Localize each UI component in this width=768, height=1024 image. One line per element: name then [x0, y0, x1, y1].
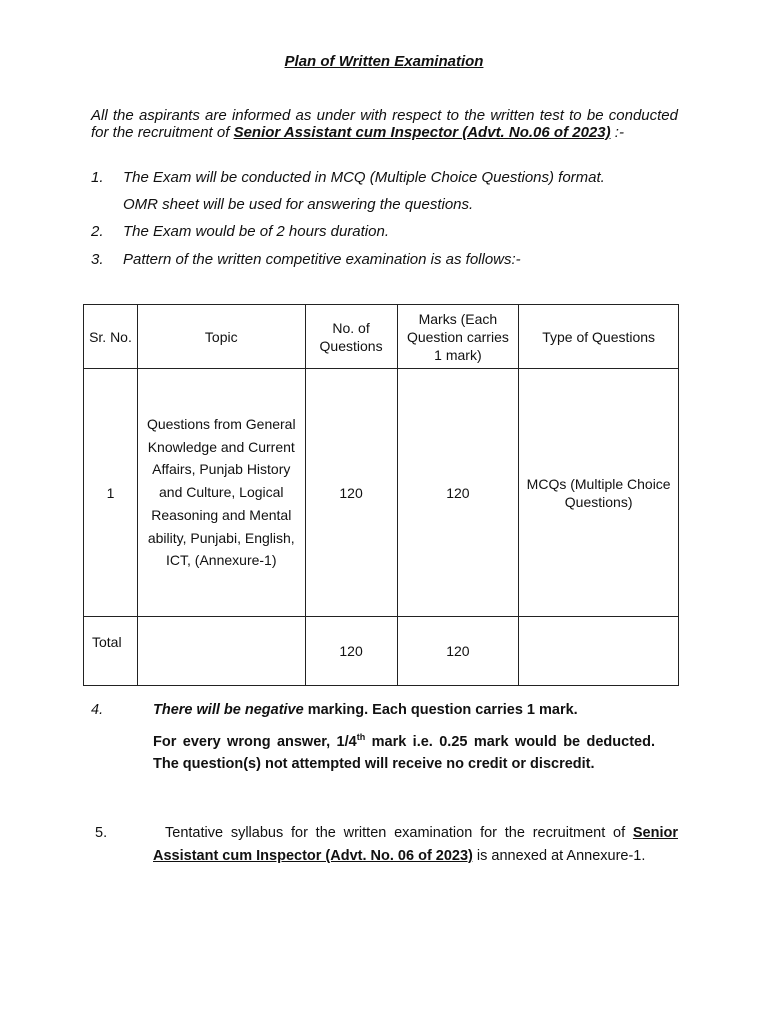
- negative-marking-detail: [153, 731, 655, 775]
- cell-marks: 120: [397, 369, 519, 617]
- cell-sr-no: 1: [84, 369, 138, 617]
- page-title: Plan of Written Examination: [284, 53, 484, 70]
- header-sr-no: Sr. No.: [84, 305, 138, 369]
- negative-marking-text: marking. Each question carries 1 mark.: [303, 702, 578, 718]
- point-number: 3.: [91, 251, 104, 268]
- syllabus-paragraph: [153, 822, 678, 868]
- point-number: 1.: [91, 169, 104, 186]
- detail-text-end: mark i.e. 0.25 mark would be deducted. The question(s) not attempted will receive no credit or discredit.: [153, 734, 655, 772]
- negative-marking-emphasis: There will be negative: [153, 702, 304, 718]
- header-no-of-questions: No. of Questions: [305, 305, 397, 369]
- detail-text-start: For every wrong answer, 1/4: [153, 734, 357, 750]
- intro-text-end: :-: [610, 124, 624, 141]
- table-total-row: [84, 617, 679, 686]
- point-number: 5.: [95, 825, 108, 841]
- syllabus-post-name: Senior Assistant cum Inspector (Advt. No. 06 of 2023): [153, 825, 678, 864]
- point-text: Pattern of the written competitive examination is as follows:-: [123, 251, 521, 268]
- syllabus-text-end: is annexed at Annexure-1.: [472, 848, 646, 864]
- cell-total-marks: 120: [397, 617, 519, 686]
- exam-pattern-table: [83, 304, 679, 686]
- cell-total-topic: [137, 617, 305, 686]
- cell-total-type: [519, 617, 679, 686]
- point-text: The Exam would be of 2 hours duration.: [123, 223, 389, 240]
- table-row: [84, 369, 679, 617]
- cell-total-questions: 120: [305, 617, 397, 686]
- point-number: 2.: [91, 223, 104, 240]
- header-marks: Marks (Each Question carries 1 mark): [397, 305, 519, 369]
- intro-text: All the aspirants are informed as under with respect to the written test to be conducted for the recruitment of: [91, 107, 678, 141]
- point-text: OMR sheet will be used for answering the questions.: [123, 196, 474, 213]
- cell-type: MCQs (Multiple Choice Questions): [519, 369, 679, 617]
- header-type-of-questions: Type of Questions: [519, 305, 679, 369]
- negative-marking-line: [153, 699, 678, 721]
- cell-total-label: Total: [84, 617, 138, 686]
- syllabus-text: Tentative syllabus for the written examination for the recruitment of: [165, 825, 633, 841]
- header-topic: Topic: [137, 305, 305, 369]
- table-header-row: [84, 305, 679, 369]
- cell-questions: 120: [305, 369, 397, 617]
- superscript-th: th: [356, 732, 366, 743]
- cell-topic: Questions from General Knowledge and Current Affairs, Punjab History and Culture, Logical Reasoning and Mental ability, Punjabi, English, ICT, (Annexure-1): [137, 369, 305, 617]
- point-text: The Exam will be conducted in MCQ (Multiple Choice Questions) format.: [123, 169, 605, 186]
- intro-paragraph: [91, 107, 678, 141]
- intro-post-name: Senior Assistant cum Inspector (Advt. No.06 of 2023): [233, 124, 611, 141]
- point-number: 4.: [91, 702, 104, 718]
